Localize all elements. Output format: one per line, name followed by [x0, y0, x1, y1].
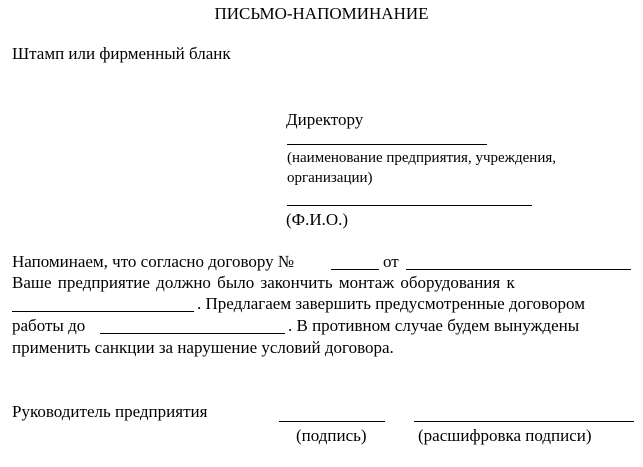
- body-line-1b: от: [383, 252, 399, 271]
- signature-caption: (подпись): [296, 426, 367, 445]
- fio-line: [287, 205, 532, 206]
- head-label: Руководитель предприятия: [12, 402, 208, 421]
- contract-number-line: [331, 269, 379, 270]
- document-title: ПИСЬМО-НАПОМИНАНИЕ: [214, 4, 429, 23]
- signature-line: [279, 421, 385, 422]
- body-line-2: Ваше предприятие должно было закончить монтаж оборудования к: [12, 273, 515, 292]
- body-line-5: применить санкции за нарушение условий договора.: [12, 338, 394, 357]
- org-note-line-2: организации): [287, 170, 373, 186]
- decoding-caption: (расшифровка подписи): [418, 426, 592, 445]
- body-line-3: . Предлагаем завершить предусмотренные договором: [197, 294, 585, 313]
- body-line-4b: . В противном случае будем вынуждены: [288, 316, 580, 335]
- contract-date-line: [406, 269, 631, 270]
- stamp-label: Штамп или фирменный бланк: [12, 44, 231, 63]
- body-line-1a: Напоминаем, что согласно договору №: [12, 252, 295, 271]
- body-line-4a: работы до: [12, 316, 86, 335]
- org-note-line-1: (наименование предприятия, учреждения,: [287, 150, 557, 166]
- org-name-line: [287, 144, 487, 145]
- completion-date-line: [100, 333, 285, 334]
- addressee-to: Директору: [286, 110, 364, 129]
- fio-note: (Ф.И.О.): [286, 210, 349, 229]
- signature-decoding-line: [414, 421, 634, 422]
- deadline-line: [12, 311, 194, 312]
